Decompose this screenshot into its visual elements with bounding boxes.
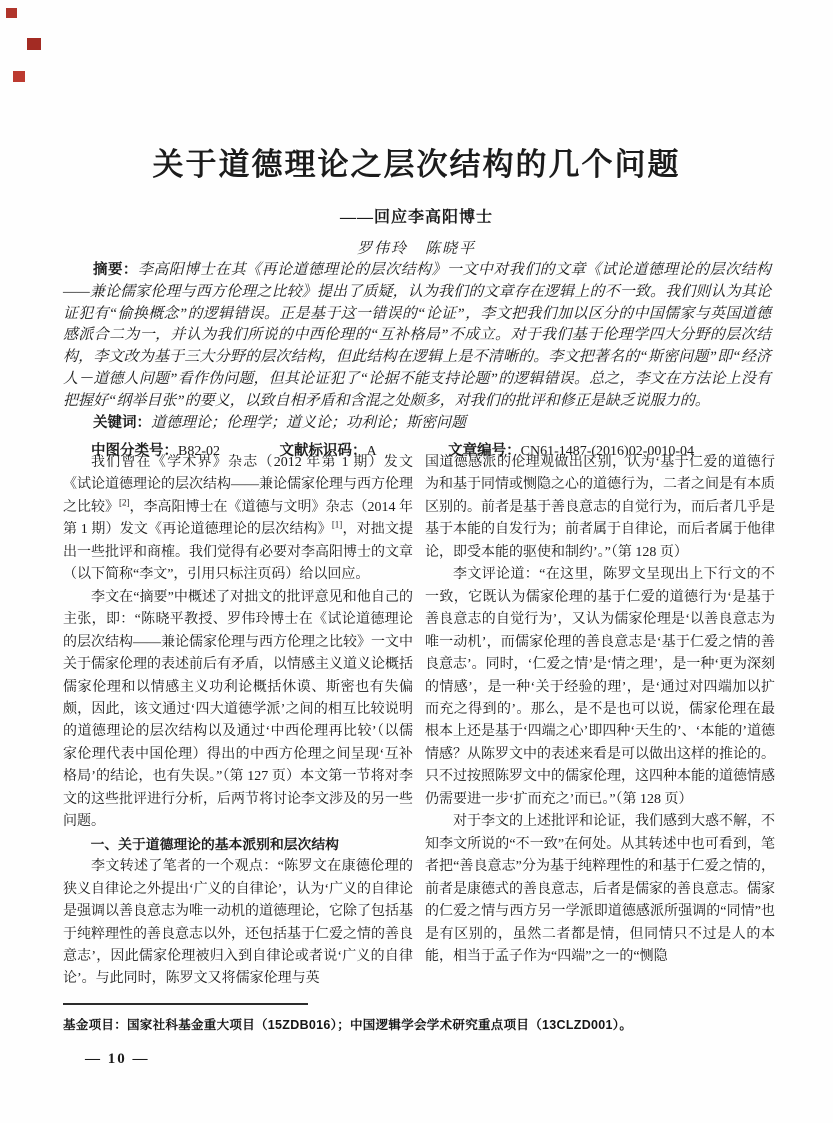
- article-subtitle: ——回应李高阳博士: [339, 209, 493, 226]
- abstract-text: 李高阳博士在其《再论道德理论的层次结构》一文中对我们的文章《试论道德理论的层次结构——兼论儒家伦理与西方伦理之比较》提出了质疑，认为我们的文章存在逻辑上的不一致。我们则认为其论证犯有“偷换概念”的逻辑错误。正是基于这一错误的“论证”，李文把我们加以区分的中国儒家与英国道德感派合二为一，并认为我们所说的中西伦理的“互补格局”不成立。对于我们基于伦理学四大分野的层次结构，李文改为基于三大分野的层次结构，但此结构在逻辑上是不清晰的。李文把著名的“斯密问题”即“经济人－道德人问题”看作伪问题，但其论证犯了“论据不能支持论题”的逻辑错误。总之，李文在方法论上没有把握好“纲举目张”的要义，以致自相矛盾和含混之处颇多，对我们的批评和修正是缺乏说服力的。: [63, 262, 771, 409]
- keywords-label: 关键词：: [93, 414, 151, 431]
- article-authors: 罗伟玲 陈晓平: [356, 241, 476, 257]
- article-title: 关于道德理论之层次结构的几个问题: [152, 147, 681, 182]
- clc-label: 中图分类号：: [91, 443, 178, 460]
- section-heading: 一、关于道德理论的基本派别和层次结构: [90, 836, 339, 852]
- article-no-label: 文章编号：: [448, 443, 521, 460]
- paragraph: 李文转述了笔者的一个观点：“陈罗文在康德伦理的狭义自律论之外提出‘广义的自律论’，认为‘广义的自律论是强调以善良意志为唯一动机的道德理论，它除了包括基于纯粹理性的善良意志以外，还包括基于仁爱之情的善良意志’，因此儒家伦理被归入到自律论或者说‘广义的自律论’。与此同时，陈罗文又将儒家伦理与英: [63, 859, 413, 987]
- paragraph: 我们曾在《学术界》杂志（2012 年第 1 期）发文《试论道德理论的层次结构——兼论儒家伦理与西方伦理之比较》[2]，李高阳博士在《道德与文明》杂志（2014 年第 1 期）发文《再论道德理论的层次结构》[1]，对拙文提出一些批评和商榷。我们觉得有必要对李高阳博士的文章（以下简称“李文”，引用只标注页码）给以回应。: [63, 455, 414, 583]
- red-scan-mark: [27, 38, 41, 50]
- left-column: [63, 452, 413, 997]
- footnote-divider: [63, 1003, 308, 1005]
- red-scan-mark: [13, 71, 25, 82]
- paragraph: 李文在“摘要”中概述了对拙文的批评意见和他自己的主张，即：“陈晓平教授、罗伟玲博士在《试论道德理论的层次结构——兼论儒家伦理与西方伦理之比较》一文中关于儒家伦理的表述前后有矛盾，以情感主义道义论概括儒家伦理和以情感主义功利论概括休谟、斯密也有失偏颇，因此，该文通过‘四大道德学派’之间的相互比较说明的道德理论的层次结构以及通过‘中西伦理再比较’（以儒家伦理代表中国伦理）得出的中西方伦理之间呈现‘互补格局’的结论，也有失误。”（第 127 页）本文第一节将对李文的这些批评进行分析，后两节将讨论李文涉及的另一些问题。: [63, 589, 413, 830]
- abstract-label: 摘要：: [93, 262, 138, 278]
- keywords-line: [63, 413, 771, 435]
- page-footer: [63, 1003, 773, 1068]
- article-body: [63, 452, 775, 997]
- doc-code-value: A: [366, 444, 377, 460]
- right-column: [425, 452, 775, 997]
- clc-value: B82-02: [178, 444, 220, 460]
- frontmatter: [63, 260, 771, 463]
- paragraph: 国道德感派的伦理观做出区别，认为‘基于仁爱的道德行为和基于同情或恻隐之心的道德行为，二者之间是有本质区别的。前者是基于善良意志的自觉行为，而后者几乎是基于本能的自发行为；前者属于自律论，而后者属于他律论，即受本能的驱使和制约’。”（第 128 页）: [425, 455, 775, 560]
- page-number: — 10 —: [85, 1051, 150, 1067]
- keywords-text: 道德理论；伦理学；道义论；功利论；斯密问题: [151, 414, 467, 431]
- article-no-value: CN61-1487-(2016)02-0010-04: [520, 444, 695, 460]
- paragraph: 李文评论道：“在这里，陈罗文呈现出上下行文的不一致，它既认为儒家伦理的基于仁爱的道德行为‘是基于善良意志的自觉行为’，又认为儒家伦理是‘以善良意志为唯一动机’，而儒家伦理的善良意志是‘基于仁爱之情的善良意志’。同时，‘仁爱之情’是‘情之理’，是一种‘更为深刻的情感’，是一种‘关于经验的理’，是‘通过对四端加以扩而充之得到的’。那么，是不是也可以说，儒家伦理在最根本上还是基于‘四端之心’即四种‘天生的’、‘本能的’道德情感？从陈罗文中的表述来看是可以做出这样的推论的。只不过按照陈罗文中的儒家伦理，这四种本能的道德情感仍需要进一步‘扩而充之’而已。”（第 128 页）: [425, 567, 775, 807]
- abstract-paragraph: [63, 260, 771, 413]
- red-scan-mark: [6, 8, 17, 18]
- doc-code-label: 文献标识码：: [279, 443, 367, 460]
- paragraph: 对于李文的上述批评和论证，我们感到大惑不解，不知李文所说的“不一致”在何处。从其转述中也可看到，笔者把“善良意志”分为基于纯粹理性的和基于仁爱之情的，前者是康德式的善良意志，后者是儒家的善良意志。儒家的仁爱之情与西方另一学派即道德感派所强调的“同情”也是有区别的，虽然二者都是情，但同情只不过是人的本能，相当于孟子作为“四端”之一的“恻隐: [425, 814, 775, 964]
- funding-note: 基金项目：国家社科基金重大项目（15ZDB016）；中国逻辑学会学术研究重点项目（13CLZD001）。: [63, 1018, 633, 1032]
